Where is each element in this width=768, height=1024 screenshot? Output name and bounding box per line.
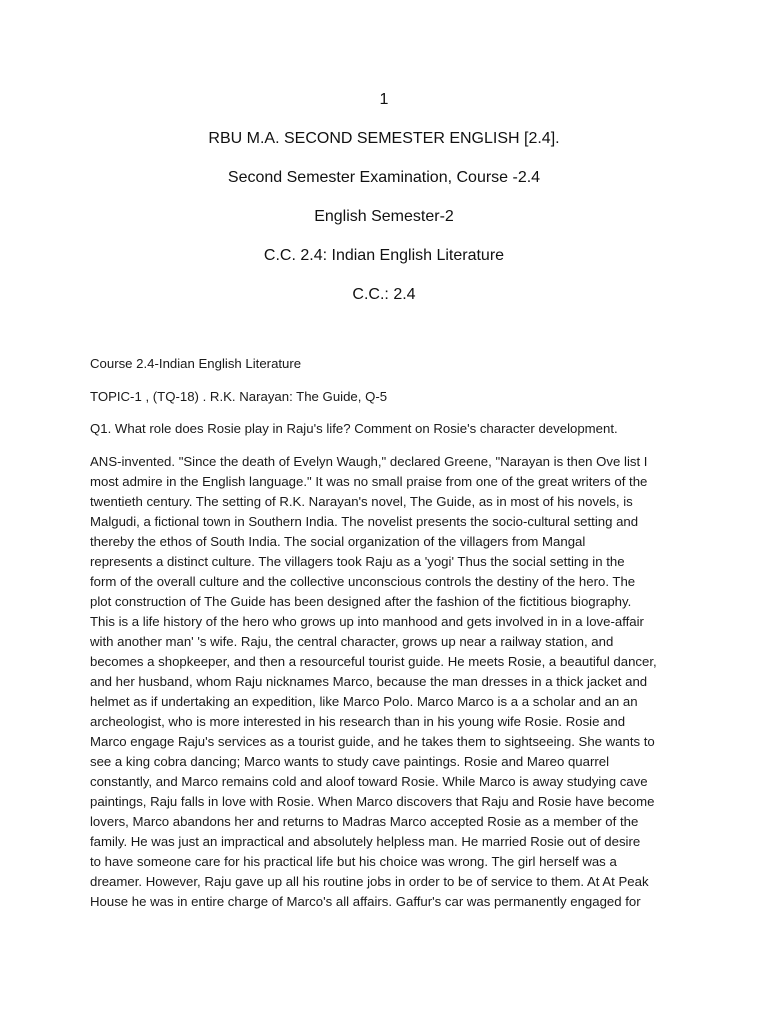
answer-line: helmet as if undertaking an expedition, like Marco Polo. Marco Marco is a a scholar and an an bbox=[90, 693, 638, 709]
answer-line: form of the overall culture and the collective unconscious controls the destiny of the hero. The bbox=[90, 573, 636, 589]
answer-line: dreamer. However, Raju gave up all his routine jobs in order to be of service to them. At At Peak bbox=[90, 873, 649, 889]
answer-line: House he was in entire charge of Marco's all affairs. Gaffur's car was permanently engaged for bbox=[90, 893, 641, 909]
semester-line: English Semester-2 bbox=[314, 208, 454, 225]
answer-line: and her husband, whom Raju nicknames Marco, because the man dresses in a thick jacket and bbox=[90, 673, 648, 689]
answer-line: becomes a shopkeeper, and then a resourceful tourist guide. He meets Rosie, a beautiful dancer, bbox=[90, 653, 657, 669]
answer-line: Malgudi, a fictional town in Southern India. The novelist presents the socio-cultural setting and bbox=[90, 513, 639, 529]
answer-line: family. He was just an impractical and absolutely helpless man. He married Rosie out of desire bbox=[90, 833, 641, 849]
answer-line: constantly, and Marco remains cold and aloof toward Rosie. While Marco is away studying cave bbox=[90, 773, 648, 789]
answer-paragraph bbox=[90, 452, 690, 912]
exam-line: Second Semester Examination, Course -2.4 bbox=[227, 169, 541, 186]
answer-line: lovers, Marco abandons her and returns to Madras Marco accepted Rosie as a member of the bbox=[90, 813, 639, 829]
course-line: C.C. 2.4: Indian English Literature bbox=[263, 247, 505, 264]
answer-line: archeologist, who is more interested in his research than in his young wife Rosie. Rosie and bbox=[90, 713, 626, 729]
answer-line: most admire in the English language." It was no small praise from one of the great writers of the bbox=[90, 473, 648, 489]
document-body bbox=[90, 354, 690, 912]
answer-line: see a king cobra dancing; Marco wants to study cave paintings. Rosie and Mareo quarrel bbox=[90, 753, 609, 769]
answer-line: to have someone care for his practical life but his choice was wrong. The girl herself was a bbox=[90, 853, 617, 869]
course-name: Course 2.4-Indian English Literature bbox=[90, 356, 302, 371]
document-title: RBU M.A. SECOND SEMESTER ENGLISH [2.4]. bbox=[208, 130, 560, 147]
page-number: 1 bbox=[379, 91, 389, 108]
answer-line: thereby the ethos of South India. The social organization of the villagers from Mangal bbox=[90, 533, 586, 549]
answer-line: plot construction of The Guide has been designed after the fashion of the fictitious biography. bbox=[90, 593, 632, 609]
question-text: Q1. What role does Rosie play in Raju's life? Comment on Rosie's character development. bbox=[90, 421, 618, 436]
answer-line: with another man' 's wife. Raju, the central character, grows up near a railway station, and bbox=[90, 633, 614, 649]
answer-line: ANS-invented. "Since the death of Evelyn Waugh," declared Greene, "Narayan is then Ove list I bbox=[90, 453, 648, 469]
topic-line: TOPIC-1 , (TQ-18) . R.K. Narayan: The Guide, Q-5 bbox=[90, 388, 388, 404]
answer-line: Marco engage Raju's services as a tourist guide, and he takes them to sightseeing. She wants to bbox=[90, 733, 655, 749]
answer-line: represents a distinct culture. The villagers took Raju as a 'yogi' Thus the social setting in the bbox=[90, 553, 625, 569]
document-header bbox=[0, 90, 768, 324]
cc-line: C.C.: 2.4 bbox=[352, 286, 416, 303]
answer-line: This is a life history of the hero who grows up into manhood and gets involved in in a love-affair bbox=[90, 613, 644, 629]
answer-line: twentieth century. The setting of R.K. Narayan's novel, The Guide, as in most of his novels, is bbox=[90, 493, 633, 509]
answer-line: paintings, Raju falls in love with Rosie. When Marco discovers that Raju and Rosie have become bbox=[90, 793, 655, 809]
